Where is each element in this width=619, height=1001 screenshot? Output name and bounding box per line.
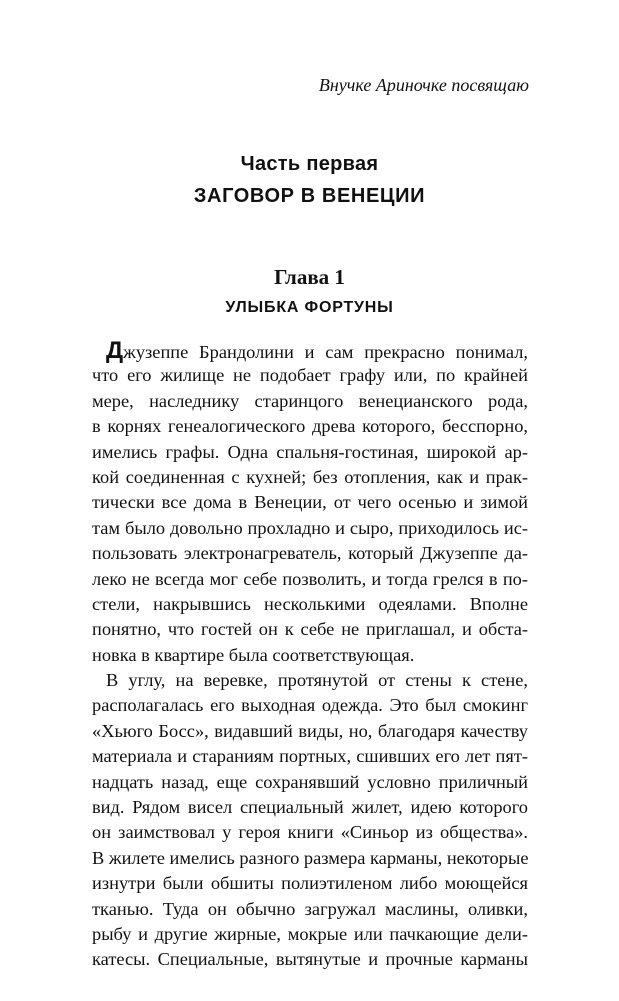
- body-line: [92, 338, 528, 363]
- body-line: катесы. Специальные, вытянутые и прочные карманы: [92, 949, 528, 970]
- body-line: В углу, на веревке, протянутой от стены к стене,: [106, 670, 528, 691]
- body-line: изнутри были обшиты полиэтиленом либо моющейся: [92, 873, 528, 894]
- body-line: леко не всегда мог себе позволить, и тогда грелся в по-: [92, 568, 528, 589]
- body-line: «Хьюго Босс», видавший виды, но, благодаря качеству: [92, 720, 528, 741]
- body-line: В жилете имелись разного размера карманы, некоторые: [92, 847, 529, 868]
- body-line: располагалась его выходная одежда. Это был смокинг: [92, 695, 528, 716]
- body-line: что его жилище не подобает графу или, по крайней: [92, 365, 528, 386]
- body-line: понятно, что гостей он к себе не приглашал, и обста-: [92, 619, 528, 640]
- body-line: там было довольно прохладно и сыро, приходилось ис-: [92, 517, 528, 538]
- body-line: материала и стараниям портных, сшивших его лет пят-: [92, 746, 528, 767]
- body-line: пользовать электронагреватель, который Джузеппе да-: [92, 543, 528, 564]
- body-line: тически все дома в Венеции, от чего осенью и зимой: [92, 492, 528, 513]
- dedication: Внучке Ариночке посвящаю: [318, 75, 529, 95]
- body-line: надцать назад, еще сохранявший условно приличный: [92, 771, 528, 792]
- body-line: тканью. Туда он обычно загружал маслины, оливки,: [92, 898, 528, 919]
- body-line: он заимствовал у героя книги «Синьор из общества».: [92, 822, 528, 843]
- body-line: вид. Рядом висел специальный жилет, идею которого: [92, 797, 528, 818]
- body-line: мере, наследнику старинцого венецианского рода,: [92, 390, 528, 411]
- body-line: новка в квартире была соответствующая.: [92, 644, 415, 665]
- chapter-title: УЛЫБКА ФОРТУНЫ: [225, 299, 394, 316]
- body-line: кой соединенная с кухней; без отопления, как и прак-: [92, 466, 528, 487]
- chapter-body: [92, 338, 528, 973]
- body-line: стели, накрывшись несколькими одеялами. Вполне: [92, 593, 528, 614]
- body-line: имелись графы. Одна спальня-гостиная, широкой ар-: [92, 441, 528, 462]
- body-line: в корнях генеалогического древа которого, бесспорно,: [92, 416, 528, 437]
- chapter-label: Глава 1: [274, 265, 345, 289]
- body-line: рыбу и другие жирные, мокрые или пачкающие дели-: [92, 923, 528, 944]
- part-title: ЗАГОВОР В ВЕНЕЦИИ: [193, 185, 426, 207]
- drop-cap: Д: [106, 337, 124, 364]
- part-label: Часть первая: [240, 153, 379, 175]
- body-line-text: жузеппе Брандолини и сам прекрасно понимал,: [123, 342, 528, 362]
